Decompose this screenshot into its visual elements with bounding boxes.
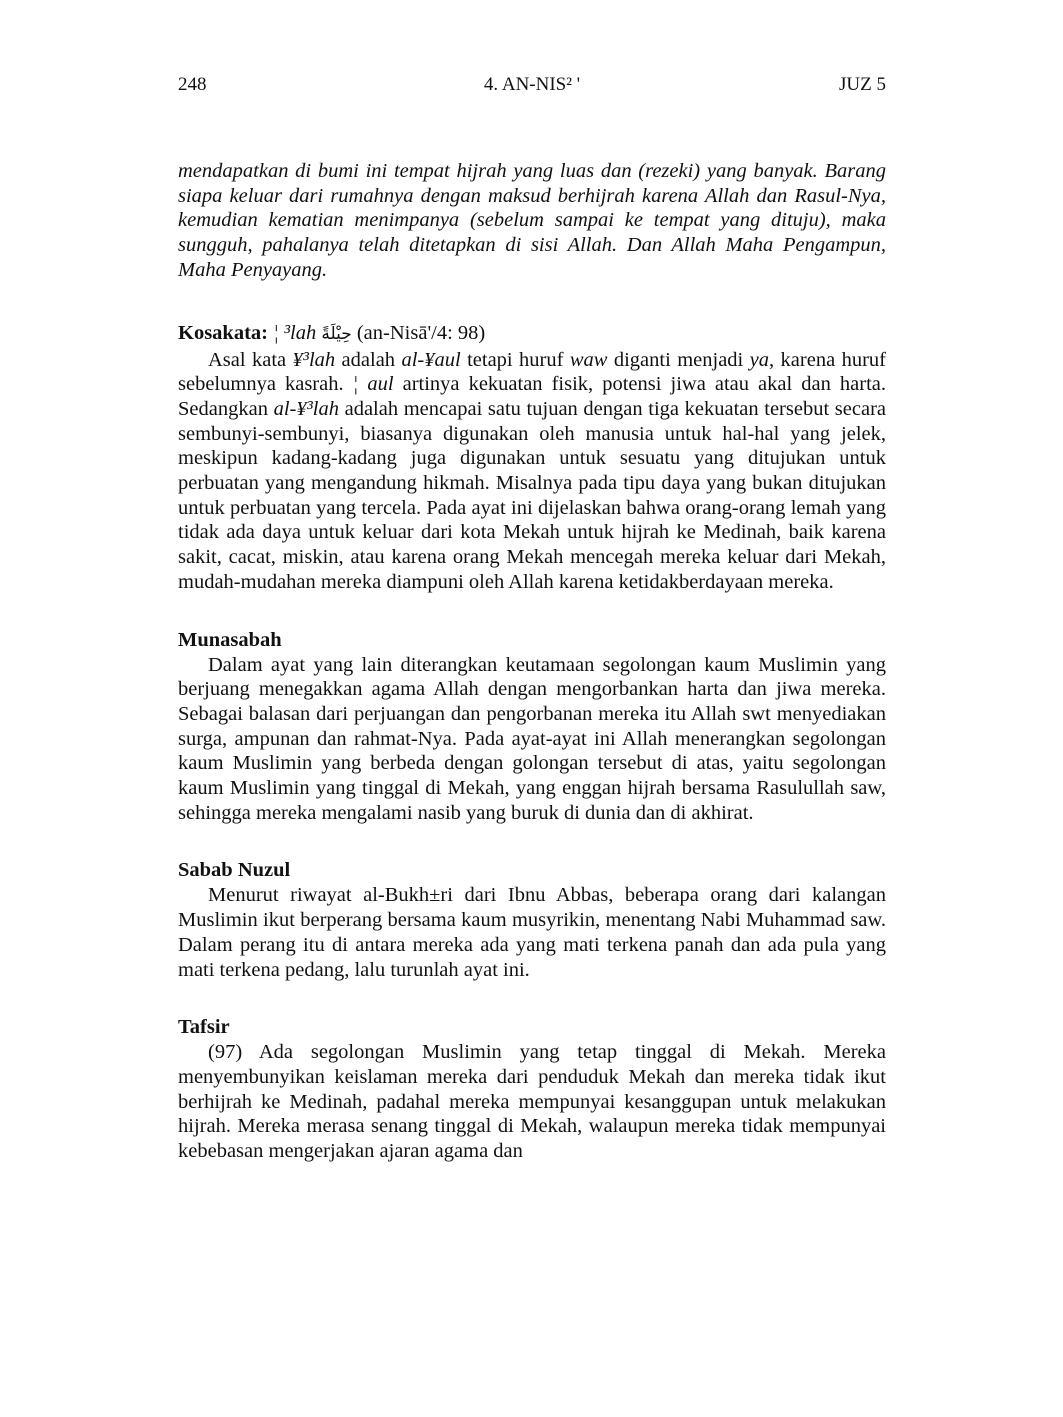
text-run: Asal kata (208, 348, 293, 371)
italic-term: al-¥³lah (273, 397, 339, 420)
kosakata-label: Kosakata: (178, 321, 268, 344)
text-run: diganti menjadi (607, 348, 750, 371)
page-body (178, 159, 886, 1164)
sabab-nuzul-paragraph: Menurut riwayat al-Bukh±ri dari Ibnu Abbas, beberapa orang dari kalangan Muslimin ikut berperang bersama kaum musyrikin, menentang Nabi Muhammad saw. Dalam perang itu di antara mereka ada yang mati terkena panah dan ada pula yang mati terkena pedang, lalu turunlah ayat ini. (178, 884, 886, 981)
sabab-nuzul-heading: Sabab Nuzul (178, 859, 291, 882)
italic-term: waw (569, 348, 608, 371)
italic-term: ya (749, 348, 770, 371)
italic-term: ¥³lah (292, 348, 336, 371)
juz-label: JUZ 5 (839, 74, 886, 95)
text-run: artinya kekuatan fisik, potensi jiwa atau akal dan harta. Sedangkan (178, 373, 886, 420)
italic-term: al-¥aul (401, 348, 461, 371)
text-run: tetapi huruf (460, 348, 570, 371)
kosakata-reference: (an-Nisā'/4: 98) (351, 321, 486, 344)
munasabah-paragraph: Dalam ayat yang lain diterangkan keutamaan segolongan kaum Muslimin yang berjuang menegakkan agama Allah dengan mengorbankan harta dan jiwa mereka. Sebagai balasan dari perjuangan dan pengorbanan mereka itu Allah swt menyediakan surga, ampunan dan rahmat-Nya. Pada ayat-ayat ini Allah menerangkan segolongan kaum Muslimin yang berbeda dengan golongan tersebut di atas, yaitu segolongan kaum Muslimin yang tinggal di Mekah, yang enggan hijrah bersama Rasulullah saw, sehingga mereka mengalami nasib yang buruk di dunia dan di akhirat. (178, 653, 886, 824)
munasabah-heading: Munasabah (178, 628, 282, 651)
kosakata-line (178, 319, 886, 348)
verse-translation: mendapatkan di bumi ini tempat hijrah yang luas dan (rezeki) yang banyak. Barang siapa keluar dari rumahnya dengan maksud berhijrah karena Allah dan Rasul-Nya, kemudian kematian menimpanya (sebelum sampai ke tempat yang dituju), maka sungguh, pahalanya telah ditetapkan di sisi Allah. Dan Allah Maha Pengampun, Maha Penyayang. (178, 160, 886, 281)
arabic-term: حِيْلَةً (321, 323, 352, 344)
kosakata-paragraph (178, 348, 886, 595)
tafsir-paragraph: (97) Ada segolongan Muslimin yang tetap tinggal di Mekah. Mereka menyembunyikan keislaman mereka dari penduduk Mekah dan mereka tidak ikut berhijrah ke Medinah, padahal mereka mempunyai kesanggupan untuk melakukan hijrah. Mereka merasa senang tinggal di Mekah, walaupun mereka tidak mempunyai kebebasan mengerjakan ajaran agama dan (178, 1041, 886, 1163)
running-header (178, 74, 886, 100)
text-run: adalah (335, 348, 402, 371)
chapter-title: 4. AN-NIS² ' (483, 74, 581, 95)
text-run: , karena huruf sebelumnya kasrah. (178, 348, 886, 396)
kosakata-term: ¦ ³lah (267, 321, 322, 344)
text-run: adalah mencapai satu tujuan dengan tiga kekuatan tersebut secara sembunyi-sembunyi, biasanya digunakan oleh manusia untuk hal-hal yang jelek, meskipun kadang-kadang juga digunakan untuk sesuatu yang ditujukan untuk perbuatan yang mengandung hikmah. Misalnya pada tipu daya yang bukan ditujukan untuk perbuatan yang tercela. Pada ayat ini dijelaskan bahwa orang-orang lemah yang tidak ada daya untuk keluar dari kota Mekah untuk hijrah ke Medinah, baik karena sakit, cacat, miskin, atau karena orang Mekah mencegah mereka keluar dari Mekah, mudah-mudahan mereka diampuni oleh Allah karena ketidakberdayaan mereka. (178, 397, 886, 593)
tafsir-heading: Tafsir (178, 1016, 230, 1039)
italic-term: ¦ aul (352, 373, 394, 396)
page-number: 248 (178, 74, 207, 95)
